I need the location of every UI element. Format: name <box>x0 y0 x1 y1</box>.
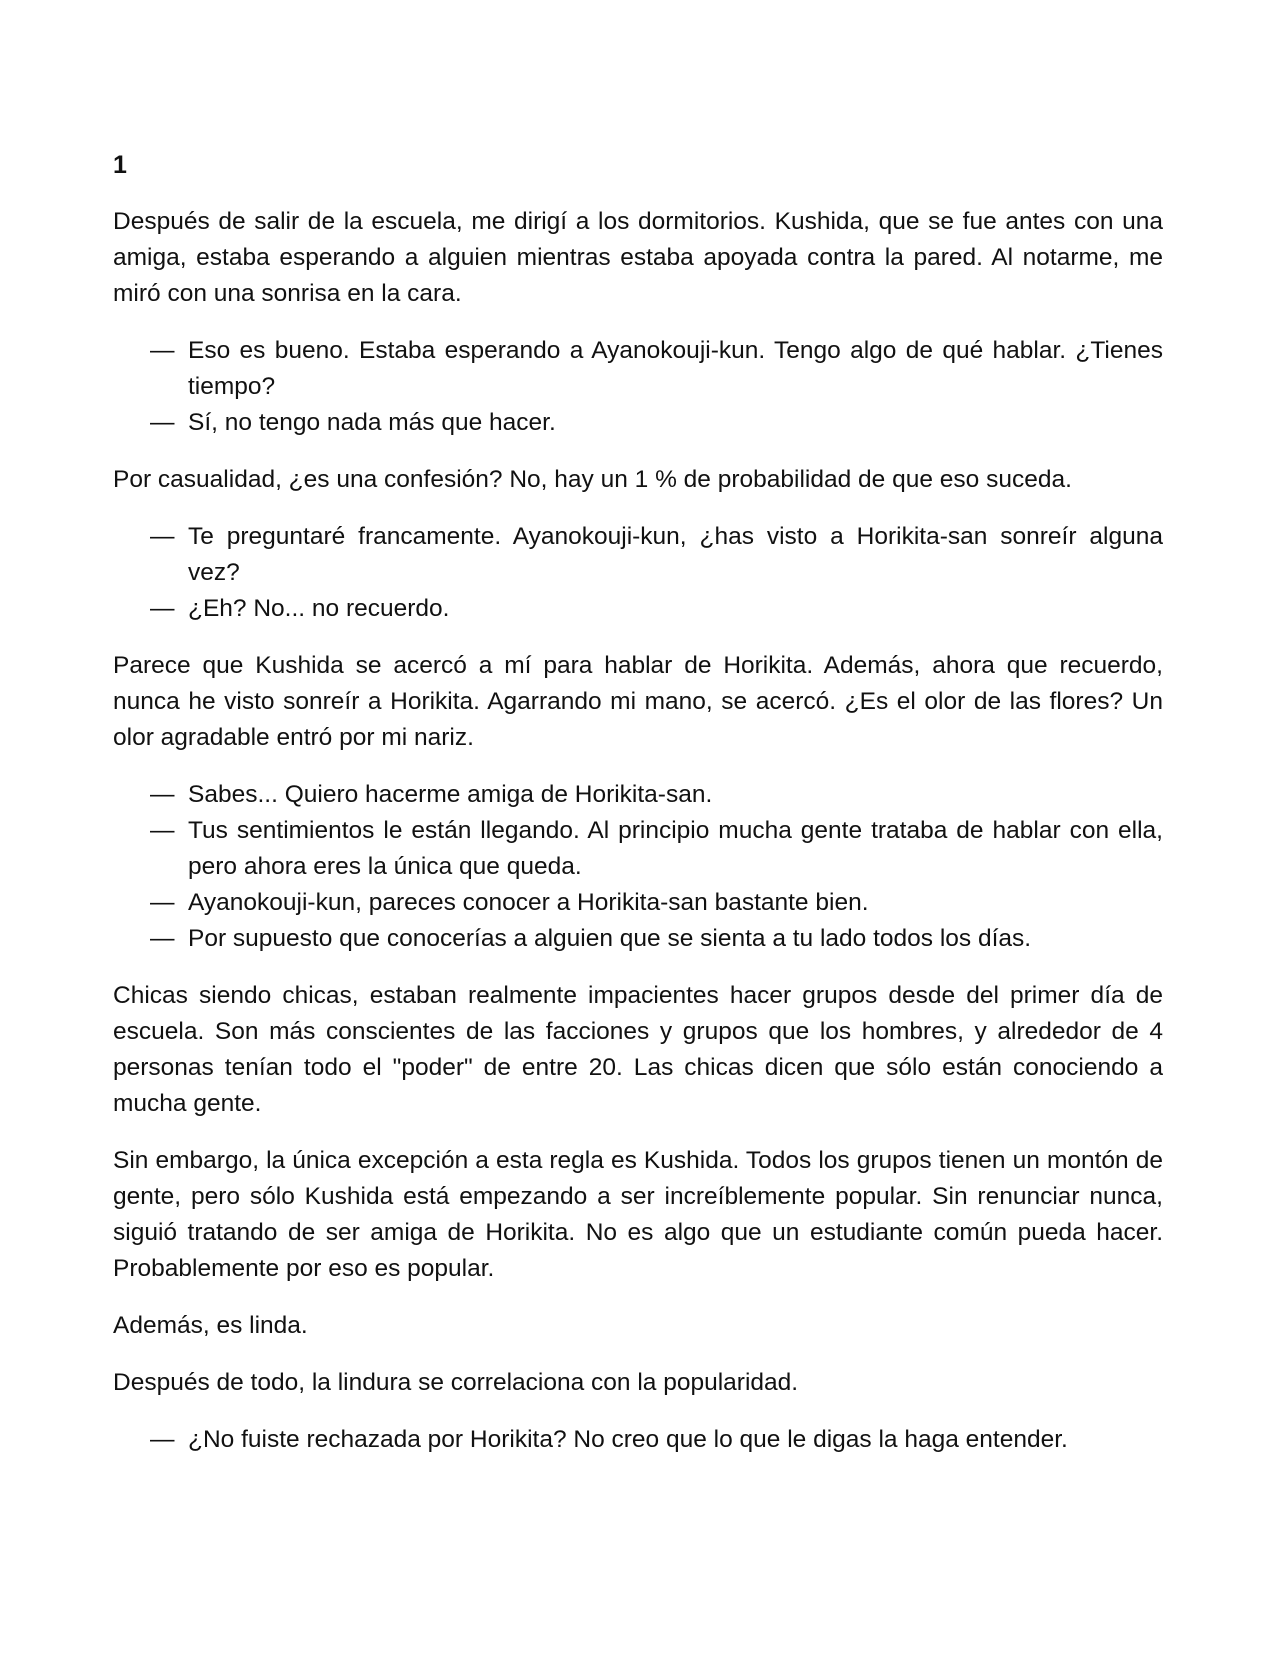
paragraph-7: Después de todo, la lindura se correlaciona con la popularidad. <box>113 1369 799 1396</box>
dialogue-dash: — <box>150 595 175 622</box>
dialogue-line <box>113 519 1163 591</box>
dialogue-group-2 <box>113 519 1163 627</box>
dialogue-line <box>113 333 1163 405</box>
dialogue-text: Por supuesto que conocerías a alguien que se sienta a tu lado todos los días. <box>188 925 1032 952</box>
dialogue-text: ¿Eh? No... no recuerdo. <box>188 595 450 622</box>
dialogue-line <box>113 405 1163 441</box>
dialogue-dash: — <box>150 409 175 436</box>
dialogue-text: ¿No fuiste rechazada por Horikita? No creo que lo que le digas la haga entender. <box>188 1426 1068 1453</box>
dialogue-line <box>113 885 1163 921</box>
paragraph-1: Después de salir de la escuela, me dirigí a los dormitorios. Kushida, que se fue antes con una amiga, estaba esperando a alguien mientras estaba apoyada contra la pared. Al notarme, me miró con una sonrisa en la cara. <box>113 208 1163 307</box>
paragraph-6: Además, es linda. <box>113 1312 308 1339</box>
dialogue-dash: — <box>150 889 175 916</box>
dialogue-group-1 <box>113 333 1163 441</box>
dialogue-text: Tus sentimientos le están llegando. Al principio mucha gente trataba de hablar con ella, pero ahora eres la única que queda. <box>188 817 1163 880</box>
dialogue-text: Ayanokouji-kun, pareces conocer a Horikita-san bastante bien. <box>188 889 869 916</box>
dialogue-text: Sí, no tengo nada más que hacer. <box>188 409 556 436</box>
section-number: 1 <box>113 151 127 179</box>
dialogue-dash: — <box>150 925 175 952</box>
dialogue-line <box>113 1422 1163 1458</box>
dialogue-line <box>113 921 1163 957</box>
dialogue-dash: — <box>150 523 175 550</box>
dialogue-group-4 <box>113 1422 1163 1458</box>
paragraph-4: Chicas siendo chicas, estaban realmente impacientes hacer grupos desde del primer día de escuela. Son más conscientes de las facciones y grupos que los hombres, y alrededor de 4 personas tenían todo el "poder" de entre 20. Las chicas dicen que sólo están conociendo a mucha gente. <box>113 982 1163 1117</box>
paragraph-2: Por casualidad, ¿es una confesión? No, hay un 1 % de probabilidad de que eso suceda. <box>113 466 1072 493</box>
dialogue-text: Eso es bueno. Estaba esperando a Ayanokouji-kun. Tengo algo de qué hablar. ¿Tienes tiempo? <box>188 337 1163 400</box>
dialogue-line <box>113 777 1163 813</box>
paragraph-5: Sin embargo, la única excepción a esta regla es Kushida. Todos los grupos tienen un montón de gente, pero sólo Kushida está empezando a ser increíblemente popular. Sin renunciar nunca, siguió tratando de ser amiga de Horikita. No es algo que un estudiante común pueda hacer. Probablemente por eso es popular. <box>113 1147 1163 1282</box>
dialogue-line <box>113 591 1163 627</box>
paragraph-3: Parece que Kushida se acercó a mí para hablar de Horikita. Además, ahora que recuerdo, nunca he visto sonreír a Horikita. Agarrando mi mano, se acercó. ¿Es el olor de las flores? Un olor agradable entró por mi nariz. <box>113 652 1163 751</box>
dialogue-text: Sabes... Quiero hacerme amiga de Horikita-san. <box>188 781 713 808</box>
dialogue-text: Te preguntaré francamente. Ayanokouji-kun, ¿has visto a Horikita-san sonreír alguna vez? <box>188 523 1163 586</box>
dialogue-line <box>113 813 1163 885</box>
document-page <box>113 148 1163 1479</box>
dialogue-dash: — <box>150 817 175 844</box>
dialogue-group-3 <box>113 777 1163 957</box>
dialogue-dash: — <box>150 1426 175 1453</box>
dialogue-dash: — <box>150 337 175 364</box>
dialogue-dash: — <box>150 781 175 808</box>
